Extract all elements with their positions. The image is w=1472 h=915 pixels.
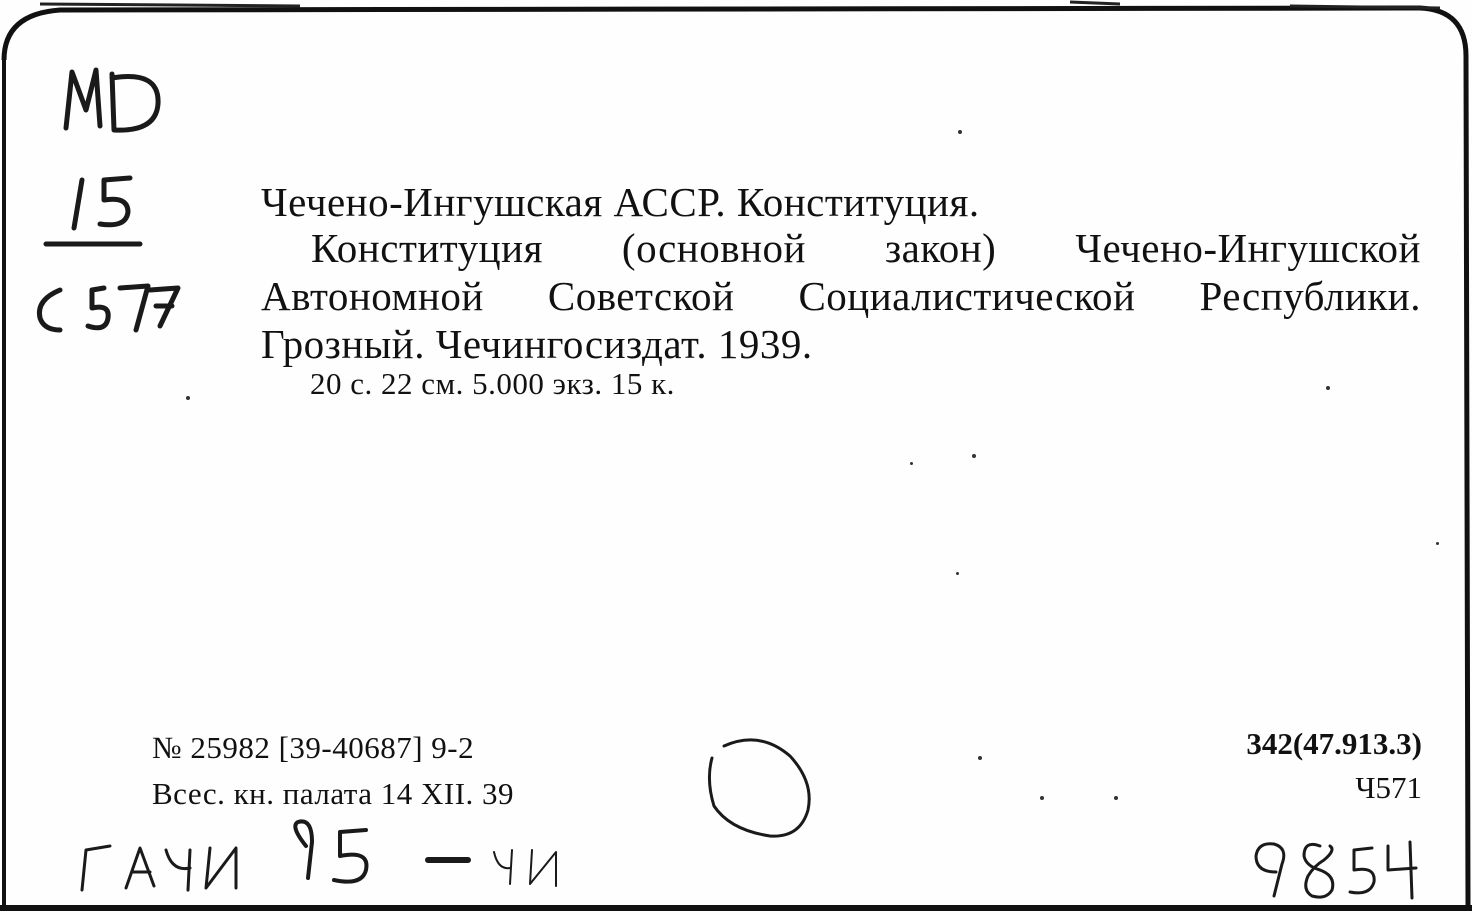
speck (978, 756, 982, 760)
speck (958, 130, 962, 134)
speck (910, 462, 913, 465)
speck (1114, 796, 1118, 800)
book-chamber-line: Всес. кн. палата 14 XII. 39 (152, 776, 515, 811)
title-word: Чечено-Ингушской (1075, 225, 1421, 271)
title-word: (основной (621, 225, 806, 271)
classification-index: 342(47.913.3) (1246, 726, 1422, 761)
speck (956, 572, 959, 575)
speck (1040, 796, 1044, 800)
speck (186, 396, 190, 400)
author-mark: Ч571 (1355, 770, 1422, 805)
title-line-1 (261, 224, 1421, 272)
title-word: Автономной (261, 273, 484, 319)
title-word: Конституция (311, 225, 543, 271)
speck (972, 454, 976, 458)
imprint: Грозный. Чечингосиздат. 1939. (261, 321, 813, 367)
registration-number: № 25982 [39-40687] 9-2 (152, 730, 475, 765)
collation: 20 с. 22 см. 5.000 экз. 15 к. (310, 366, 675, 401)
speck (1436, 542, 1439, 545)
title-word: закон) (884, 225, 997, 271)
speck (1326, 386, 1330, 390)
title-word: Советской (547, 273, 735, 319)
title-word: Социалистической (798, 273, 1136, 319)
title-word: Республики. (1199, 273, 1421, 319)
title-line-2 (261, 272, 1421, 320)
entry-heading: Чечено-Ингушская АССР. Конституция. (261, 179, 980, 225)
